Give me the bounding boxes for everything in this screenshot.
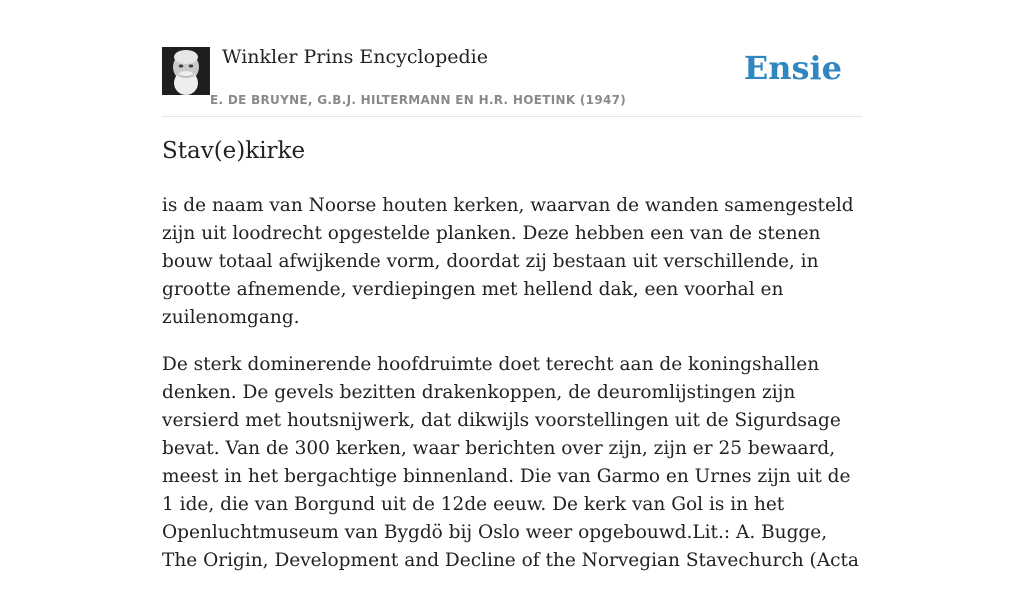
source-header <box>162 46 862 117</box>
source-authors: E. DE BRUYNE, G.B.J. HILTERMANN EN H.R. HOETINK (1947) <box>210 93 627 107</box>
source-title[interactable]: Winkler Prins Encyclopedie <box>222 46 488 68</box>
article-body <box>162 192 867 594</box>
portrait-icon <box>162 47 210 95</box>
article-paragraph: is de naam van Noorse houten kerken, waarvan de wanden samengesteld zijn uit loodrecht opgestelde planken. Deze hebben een van de stenen bouw totaal afwijkende vorm, doordat zij bestaan uit verschillende, in grootte afnemende, verdiepingen met hellend dak, een voorhal en zuilenomgang. <box>162 195 854 328</box>
author-avatar[interactable] <box>162 47 210 95</box>
article-title: Stav(e)kirke <box>162 138 306 164</box>
article-paragraph: De sterk dominerende hoofdruimte doet terecht aan de koningshallen denken. De gevels bezitten drakenkoppen, de deuromlijstingen zijn versierd met houtsnijwerk, dat dikwijls voorstellingen uit de Sigurdsage bevat. Van de 300 kerken, waar berichten over zijn, zijn er 25 bewaard, meest in het bergachtige binnenland. Die van Garmo en Urnes zijn uit de 1 ide, die van Borgund uit de 12de eeuw. De kerk van Gol is in het Openluchtmuseum van Bygdö bij Oslo weer opgebouwd.Lit.: A. Bugge, The Origin, Development and Decline of the Norvegian Stavechurch (Acta <box>162 354 859 571</box>
ensie-logo-link[interactable]: Ensie <box>743 49 842 87</box>
